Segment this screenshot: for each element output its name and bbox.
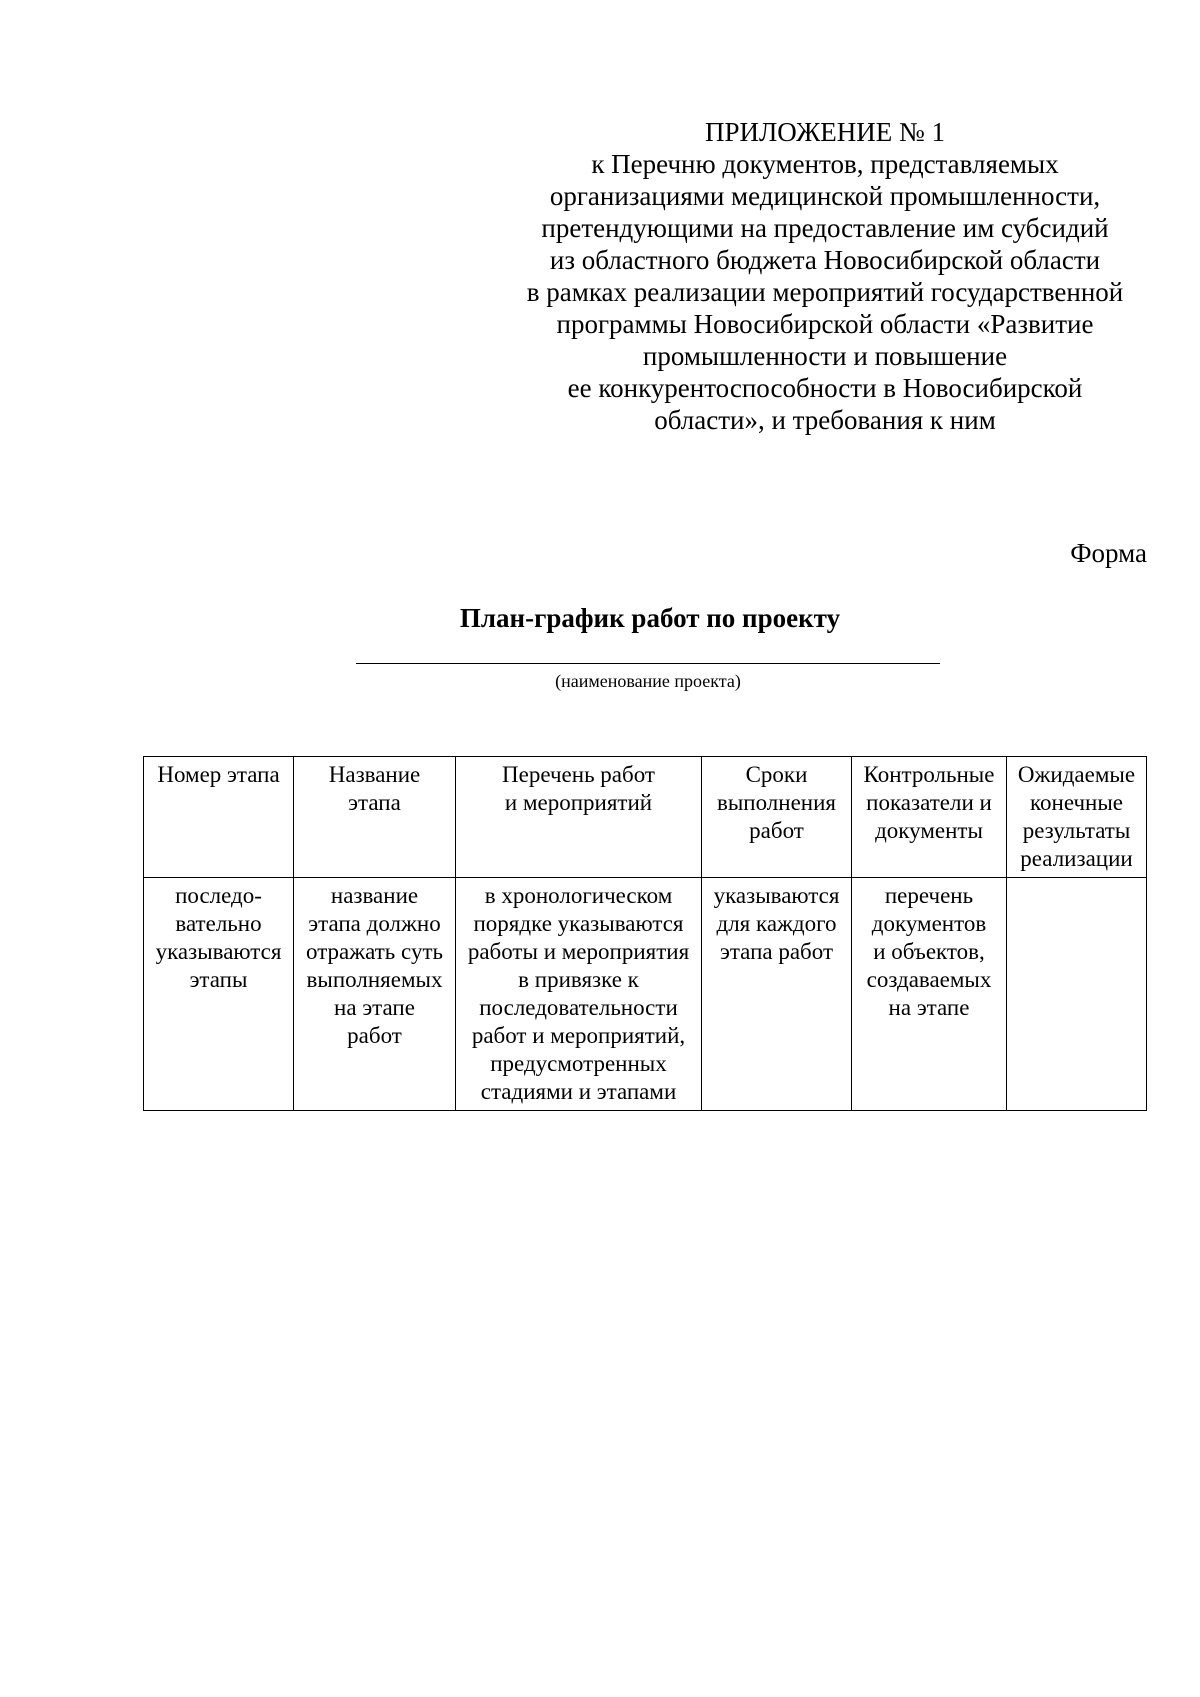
table-header-row	[144, 757, 1147, 878]
cell-expected-results	[1007, 878, 1147, 1111]
header-stage-number: Номер этапа	[144, 757, 294, 878]
appendix-line: претендующими на предоставление им субсидий	[541, 213, 1109, 243]
table-row	[144, 878, 1147, 1111]
appendix-line: области», и требования к ним	[654, 405, 996, 435]
appendix-line: ПРИЛОЖЕНИЕ № 1	[704, 117, 946, 147]
cell-stage-name: название этапа должно отражать суть выполняемых на этапе работ	[294, 878, 456, 1111]
appendix-header	[490, 116, 1160, 436]
appendix-line: ее конкурентоспособности в Новосибирской	[567, 373, 1083, 403]
cell-work-list: в хронологическом порядке указываются работы и мероприятия в привязке к последовательности работ и мероприятий, предусмотренных стадиями и этапами	[456, 878, 702, 1111]
header-deadlines: Сроки выполнения работ	[702, 757, 852, 878]
header-stage-name: Название этапа	[294, 757, 456, 878]
header-control-indicators: Контрольные показатели и документы	[852, 757, 1007, 878]
project-name-line	[356, 663, 940, 664]
header-work-list: Перечень работ и мероприятий	[456, 757, 702, 878]
appendix-line: из областного бюджета Новосибирской области	[549, 245, 1101, 275]
appendix-line: промышленности и повышение	[642, 341, 1008, 371]
appendix-line: к Перечню документов, представляемых	[591, 149, 1059, 179]
appendix-line: в рамках реализации мероприятий государственной	[526, 277, 1124, 307]
project-name-caption: (наименование проекта)	[555, 671, 741, 691]
header-expected-results: Ожидаемые конечные результаты реализации	[1007, 757, 1147, 878]
plan-title: План-график работ по проекту	[459, 603, 841, 633]
appendix-line: программы Новосибирской области «Развитие	[556, 309, 1094, 339]
cell-control-indicators: перечень документов и объектов, создаваемых на этапе	[852, 878, 1007, 1111]
form-label: Форма	[1070, 538, 1147, 568]
appendix-line: организациями медицинской промышленности,	[549, 181, 1101, 211]
plan-schedule-table	[143, 756, 1147, 1111]
cell-deadlines: указываются для каждого этапа работ	[702, 878, 852, 1111]
cell-stage-number: последо- вательно указываются этапы	[144, 878, 294, 1111]
